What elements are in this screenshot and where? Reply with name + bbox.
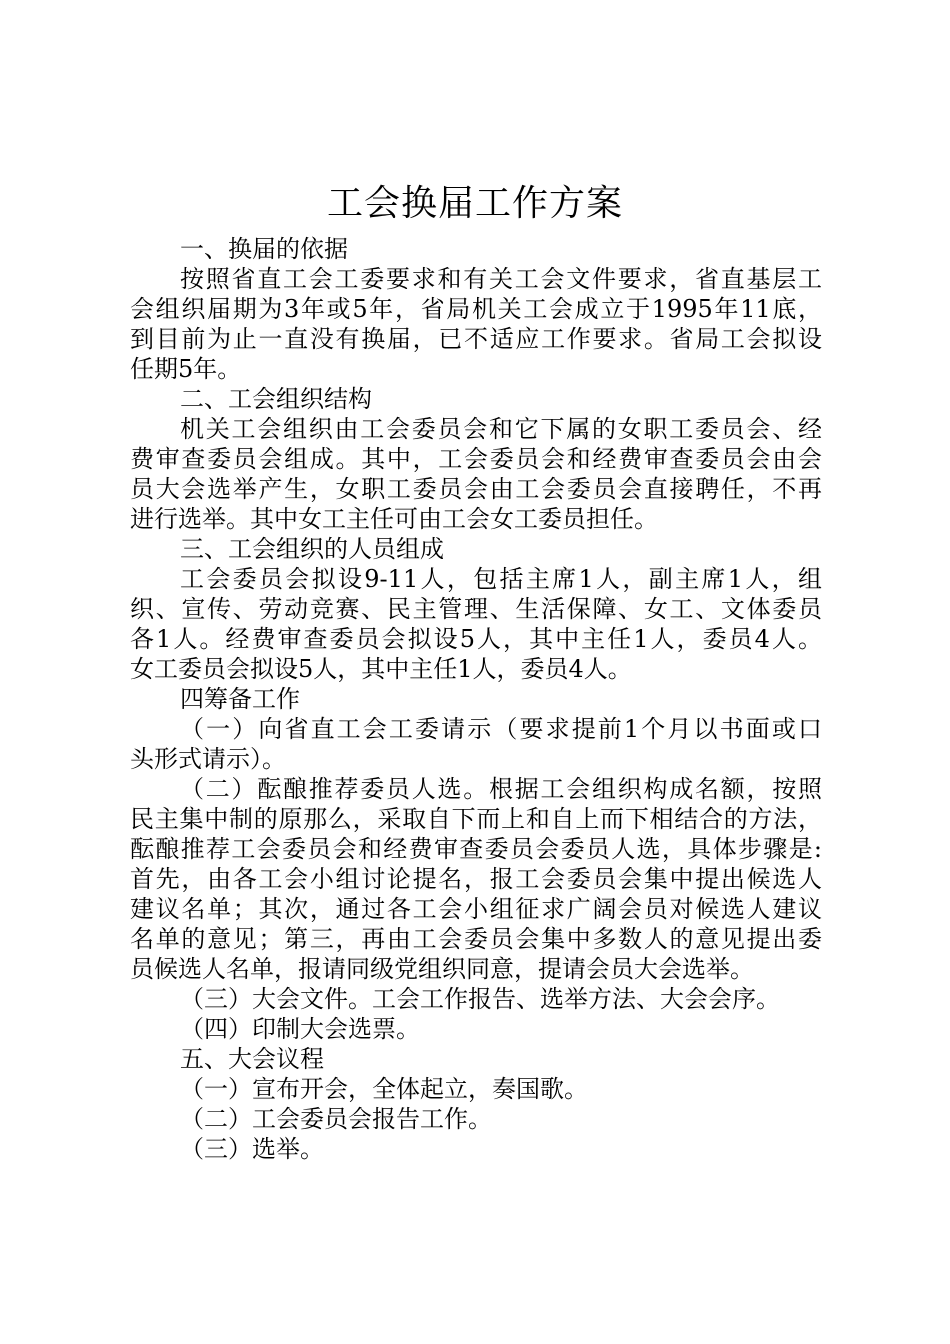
paragraph-line: （三）大会文件。工会工作报告、选举方法、大会会序。: [180, 985, 780, 1013]
paragraph-line: （二）酝酿推荐委员人选。根据工会组织构成名额，按照: [180, 775, 822, 803]
agenda-item: （二）工会委员会报告工作。: [180, 1105, 492, 1133]
paragraph-line: 工会委员会拟设9-11人，包括主席1人，副主席1人，组: [180, 565, 822, 593]
paragraph-line: 费审查委员会组成。其中，工会委员会和经费审查委员会由会: [130, 445, 822, 473]
agenda-item: （三）选举。: [180, 1135, 324, 1163]
paragraph-line: 机关工会组织由工会委员会和它下属的女职工委员会、经: [180, 415, 822, 443]
section-heading-structure: 二、工会组织结构: [180, 385, 372, 413]
paragraph-line: 建议名单；其次，通过各工会小组征求广阔会员对候选人建议: [130, 895, 822, 923]
paragraph-line: 民主集中制的原那么，采取自下而上和自上而下相结合的方法，: [130, 805, 822, 833]
paragraph-line: 进行选举。其中女工主任可由工会女工委员担任。: [130, 505, 658, 533]
paragraph-line: 名单的意见；第三，再由工会委员会集中多数人的意见提出委: [130, 925, 822, 953]
paragraph-line: 酝酿推荐工会委员会和经费审查委员会委员人选，具体步骤是:: [130, 835, 822, 863]
section-heading-preparation: 四筹备工作: [180, 685, 300, 713]
agenda-item: （一）宣布开会，全体起立，奏国歌。: [180, 1075, 588, 1103]
paragraph-line: 首先，由各工会小组讨论提名，报工会委员会集中提出候选人: [130, 865, 822, 893]
paragraph-line: 任期5年。: [130, 355, 242, 383]
paragraph-line: 按照省直工会工委要求和有关工会文件要求，省直基层工: [180, 265, 822, 293]
section-heading-members: 三、工会组织的人员组成: [180, 535, 444, 563]
paragraph-line: （一）向省直工会工委请示（要求提前1个月以书面或口: [180, 715, 822, 743]
section-heading-basis: 一、换届的依据: [180, 235, 348, 263]
paragraph-line: 头形式请示）。: [130, 745, 286, 773]
paragraph-line: 会组织届期为3年或5年，省局机关工会成立于1995年11底，: [130, 295, 822, 323]
paragraph-line: 织、宣传、劳动竞赛、民主管理、生活保障、女工、文体委员: [130, 595, 822, 623]
document-body: [130, 234, 822, 1164]
paragraph-line: 女工委员会拟设5人，其中主任1人，委员4人。: [130, 655, 632, 683]
section-heading-agenda: 五、大会议程: [180, 1045, 324, 1073]
paragraph-line: 员大会选举产生，女职工委员会由工会委员会直接聘任，不再: [130, 475, 822, 503]
paragraph-line: （四）印制大会选票。: [180, 1015, 420, 1043]
paragraph-line: 各1人。经费审查委员会拟设5人，其中主任1人，委员4人。: [130, 625, 822, 653]
paragraph-line: 到目前为止一直没有换届，已不适应工作要求。省局工会拟设: [130, 325, 822, 353]
document-title: 工会换届工作方案: [326, 183, 623, 224]
paragraph-line: 员候选人名单，报请同级党组织同意，提请会员大会选举。: [130, 955, 754, 983]
